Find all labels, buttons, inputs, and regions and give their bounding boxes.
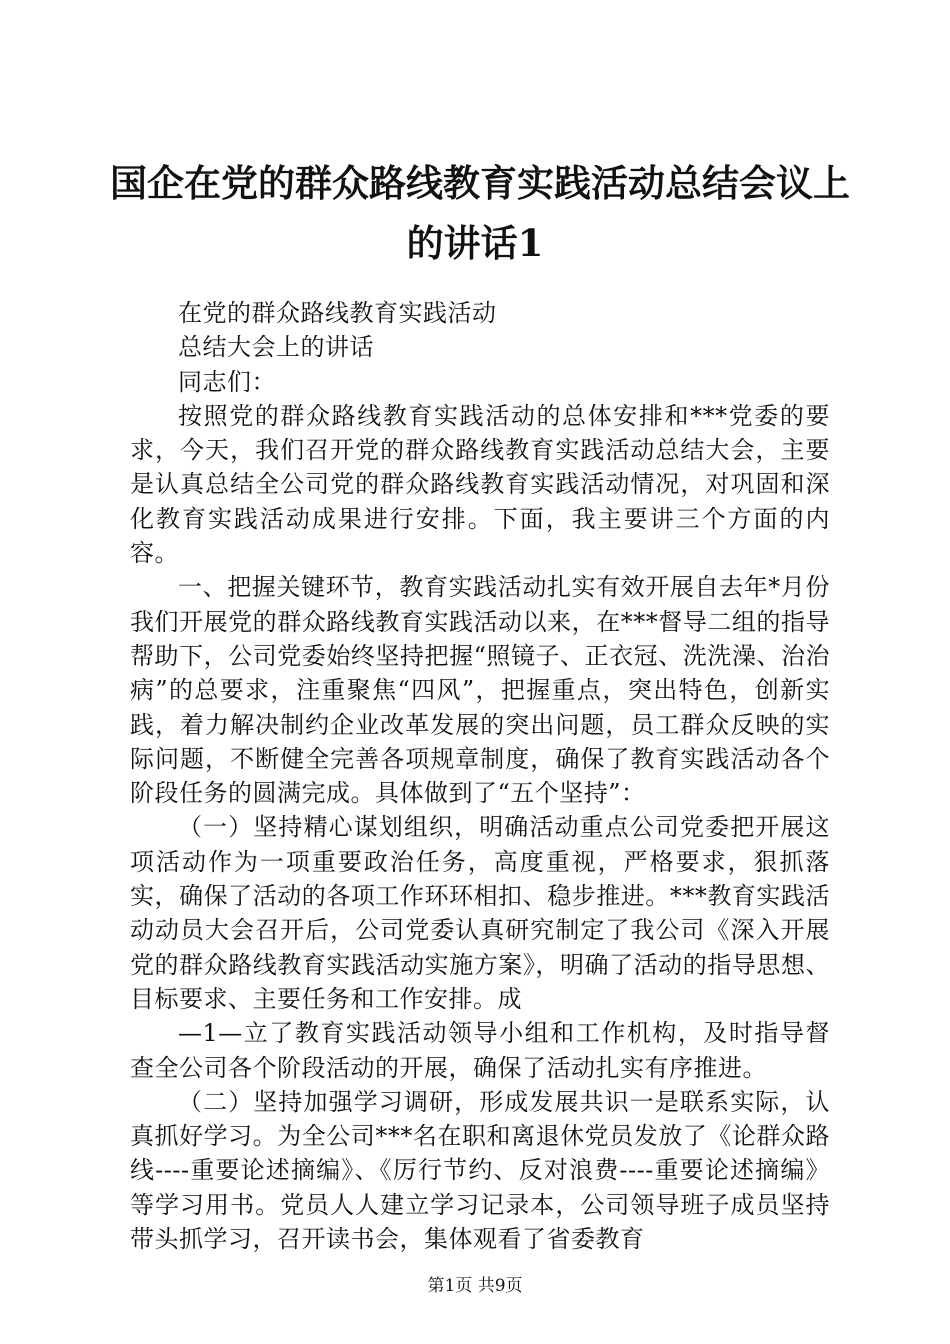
page-number-footer: 第1页 共9页 <box>427 1276 523 1296</box>
body-paragraph: （一）坚持精心谋划组织，明确活动重点公司党委把开展这项活动作为一项重要政治任务，高度重视，严格要求，狠抓落实，确保了活动的各项工作环环相扣、稳步推进。***教育实践活动动员大会召开后，公司党委认真研究制定了我公司《深入开展党的群众路线教育实践活动实施方案》，明确了活动的指导思想、目标要求、主要任务和工作安排。成 <box>130 813 830 1013</box>
body-paragraph: （二）坚持加强学习调研，形成发展共识一是联系实际，认真抓好学习。为全公司***名在职和离退休党员发放了《论群众路线----重要论述摘编》、《厉行节约、反对浪费----重要论述摘编》等学习用书。党员人人建立学习记录本，公司领导班子成员坚持带头抓学习，召开读书会，集体观看了省委教育 <box>130 1087 830 1254</box>
document-title-line-2: 的讲话1 <box>406 221 544 265</box>
body-paragraph: 总结大会上的讲话 <box>178 333 374 362</box>
body-paragraph: 在党的群众路线教育实践活动 <box>178 299 497 327</box>
document-body <box>130 296 830 1256</box>
document-title-line-1: 国企在党的群众路线教育实践活动总结会议上 <box>110 161 850 205</box>
body-paragraph: 按照党的群众路线教育实践活动的总体安排和***党委的要求，今天，我们召开党的群众路线教育实践活动总结大会，主要是认真总结全公司党的群众路线教育实践活动情况，对巩固和深化教育实践活动成果进行安排。下面，我主要讲三个方面的内容。 <box>130 401 830 568</box>
body-paragraph: 同志们： <box>178 367 276 396</box>
body-paragraph: —1—立了教育实践活动领导小组和工作机构，及时指导督查全公司各个阶段活动的开展，确保了活动扎实有序推进。 <box>130 1019 830 1082</box>
body-paragraph: 一、把握关键环节，教育实践活动扎实有效开展自去年*月份我们开展党的群众路线教育实践活动以来，在***督导二组的指导帮助下，公司党委始终坚持把握“照镜子、正衣冠、洗洗澡、治治病”的总要求，注重聚焦“四风”，把握重点，突出特色，创新实践，着力解决制约企业改革发展的突出问题，员工群众反映的实际问题，不断健全完善各项规章制度，确保了教育实践活动各个阶段任务的圆满完成。具体做到了“五个坚持”： <box>130 573 830 808</box>
